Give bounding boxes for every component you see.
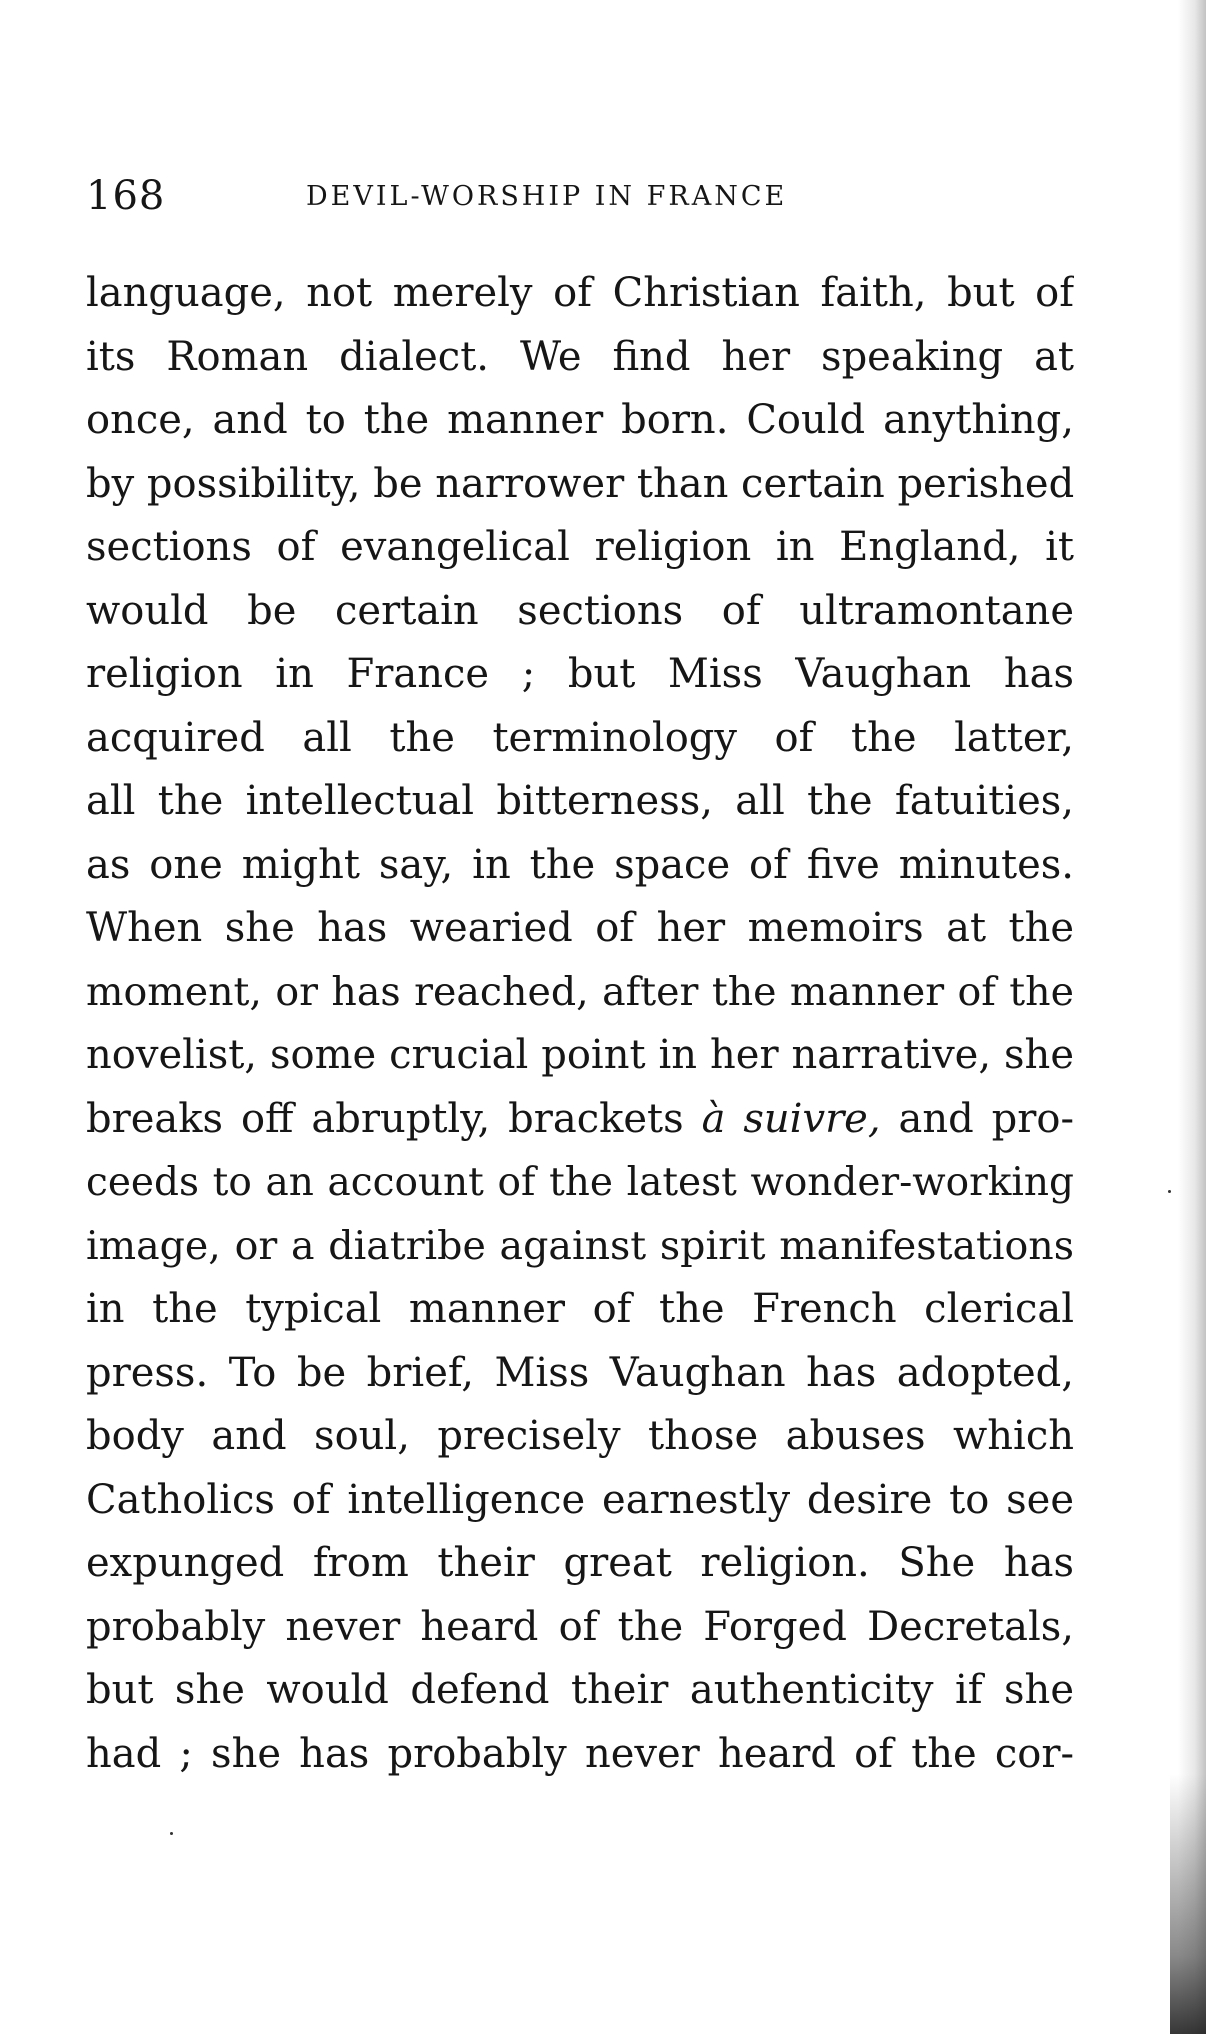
text-line: sections of evangelical religion in England, it: [86, 524, 1074, 570]
ink-speck: [1168, 1190, 1171, 1193]
text-line: press. To be brief, Miss Vaughan has adopted,: [86, 1349, 1074, 1396]
text-segment: and pro-: [880, 1095, 1074, 1142]
body-text: [86, 262, 1074, 1786]
text-line: all the intellectual bitterness, all the fatuities,: [86, 778, 1074, 824]
text-line: ceeds to an account of the latest wonder-working: [86, 1160, 1074, 1205]
text-line: its Roman dialect. We find her speaking at: [86, 333, 1074, 380]
ink-speck: [170, 1832, 173, 1835]
text-segment: breaks off abruptly, brackets: [86, 1095, 702, 1142]
text-line: language, not merely of Christian faith, but of: [86, 270, 1074, 316]
text-line: acquired all the terminology of the latter,: [86, 714, 1074, 761]
text-line: expunged from their great religion. She has: [86, 1540, 1074, 1586]
text-line: image, or a diatribe against spirit manifestations: [86, 1222, 1074, 1269]
text-line: in the typical manner of the French clerical: [86, 1286, 1074, 1332]
text-line: moment, or has reached, after the manner of the: [86, 968, 1074, 1015]
text-line: novelist, some crucial point in her narrative, she: [86, 1032, 1074, 1078]
text-line: would be certain sections of ultramontane: [86, 587, 1074, 634]
text-line: Catholics of intelligence earnestly desire to see: [86, 1476, 1074, 1523]
text-line: religion in France ; but Miss Vaughan has: [86, 651, 1074, 697]
page-corner-shadow: [1170, 1774, 1206, 2034]
text-line: as one might say, in the space of five minutes.: [86, 841, 1074, 888]
text-line: had ; she has probably never heard of the cor-: [86, 1730, 1074, 1777]
text-line: once, and to the manner born. Could anything,: [86, 397, 1074, 443]
page-edge-shadow: [1178, 0, 1206, 2034]
running-head: DEVIL-WORSHIP IN FRANCE: [306, 181, 788, 212]
text-line: but she would defend their authenticity if she: [86, 1667, 1074, 1713]
italic-phrase: à suivre,: [701, 1095, 881, 1142]
text-line: by possibility, be narrower than certain perished: [86, 460, 1074, 507]
text-line: When she has wearied of her memoirs at the: [86, 905, 1074, 951]
text-line: probably never heard of the Forged Decretals,: [86, 1603, 1074, 1650]
text-line-with-italic: [86, 1088, 1074, 1152]
text-line: body and soul, precisely those abuses which: [86, 1413, 1074, 1459]
page-number: 168: [86, 173, 166, 219]
page-header: [86, 168, 1086, 224]
